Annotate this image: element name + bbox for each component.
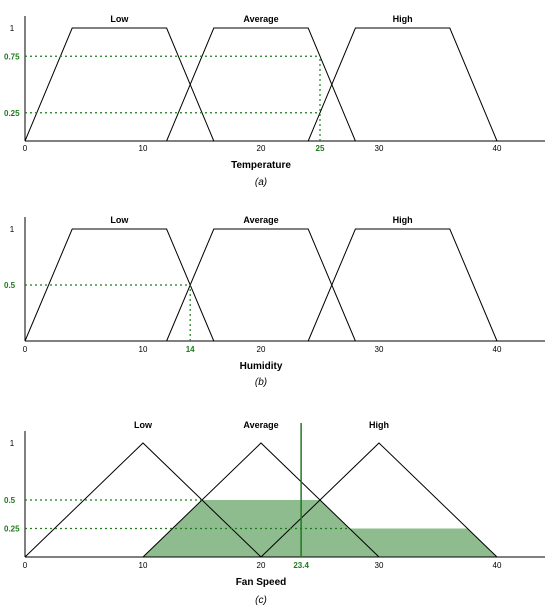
panel-c-x-tick-0: 0 xyxy=(22,561,28,570)
panel-b-set-high-label: High xyxy=(392,215,413,225)
panel-b-x-label: Humidity xyxy=(239,361,283,372)
panel-c-x-label: Fan Speed xyxy=(235,577,287,588)
panel-b-set-low-label: Low xyxy=(110,215,129,225)
panel-b-input-value-label: 14 xyxy=(185,345,195,354)
panel-c-y-tick-1: 1 xyxy=(9,439,15,448)
panel-c-set-average-label: Average xyxy=(243,420,279,430)
panel-a-x-tick-0: 0 xyxy=(22,144,28,153)
panel-a-set-average-curve xyxy=(167,28,356,141)
panel-c-x-tick-30: 30 xyxy=(374,561,384,570)
panel-c-set-high-label: High xyxy=(369,420,389,430)
panel-a-x-tick-40: 40 xyxy=(492,144,502,153)
panel-a-set-high-curve xyxy=(308,28,497,141)
panel-a-x-tick-10: 10 xyxy=(138,144,148,153)
panel-a-set-low-curve xyxy=(25,28,214,141)
panel-a-set-average-label: Average xyxy=(243,14,279,24)
panel-b-set-high-curve xyxy=(308,229,497,341)
panel-c-level-label-0: 0.5 xyxy=(4,496,16,505)
panel-c-level-label-1: 0.25 xyxy=(4,524,20,534)
panel-b-x-tick-30: 30 xyxy=(374,345,384,354)
panel-b-x-tick-0: 0 xyxy=(22,345,28,354)
panel-b-y-tick-1: 1 xyxy=(9,225,15,234)
panel-a-x-label: Temperature xyxy=(231,160,291,171)
panel-b-x-tick-20: 20 xyxy=(256,345,266,354)
panel-c-x-tick-10: 10 xyxy=(138,561,148,570)
panel-c-set-low-label: Low xyxy=(134,420,152,430)
panel-c-output-value-label: 23.4 xyxy=(293,561,309,570)
panel-b-set-average-label: Average xyxy=(243,215,279,225)
panel-a-input-value-label: 25 xyxy=(315,144,325,153)
panel-a-caption: (a) xyxy=(254,177,268,188)
panel-b-set-average-curve xyxy=(167,229,356,341)
panel-a-x-tick-20: 20 xyxy=(256,144,266,153)
panel-b-x-tick-40: 40 xyxy=(492,345,502,354)
panel-c-caption: (c) xyxy=(255,595,267,606)
panel-a-set-high-label: High xyxy=(392,14,413,24)
panel-c-x-tick-20: 20 xyxy=(256,561,266,570)
panel-b-x-tick-10: 10 xyxy=(138,345,148,354)
panel-a-set-low-label: Low xyxy=(110,14,129,24)
panel-b-level-label-0: 0.5 xyxy=(4,281,16,290)
panel-a-level-label-1: 0.25 xyxy=(4,108,20,118)
panel-a-level-label-0: 0.75 xyxy=(4,52,20,62)
panel-c-x-tick-40: 40 xyxy=(492,561,502,570)
panel-a-y-tick-1: 1 xyxy=(9,24,15,33)
panel-a-x-tick-30: 30 xyxy=(374,144,384,153)
panel-b-caption: (b) xyxy=(254,377,268,388)
